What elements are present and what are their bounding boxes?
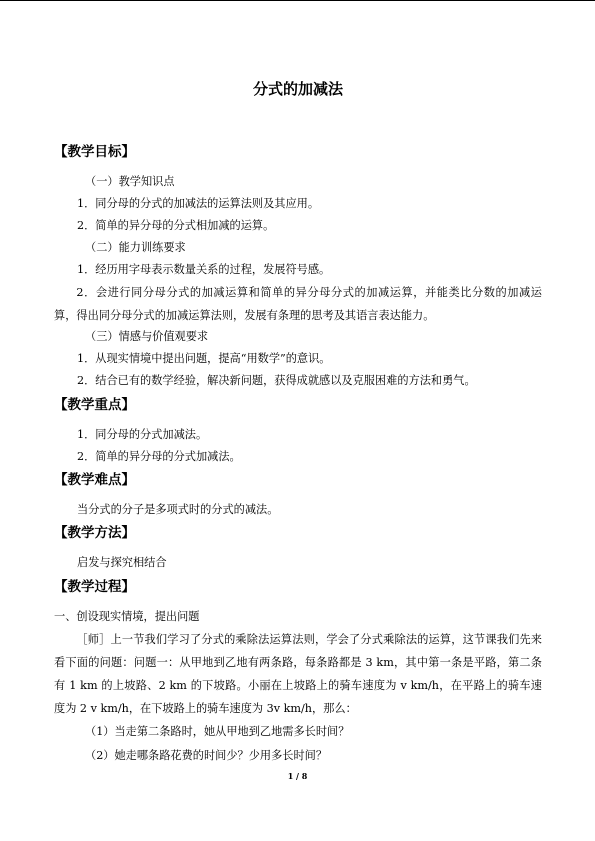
heading-methods: 【教学方法】 (54, 525, 135, 541)
list-item: 2．简单的异分母的分式相加减的运算。 (77, 219, 275, 232)
paragraph: ［师］上一节我们学习了分式的乘除法运算法则，学会了分式乘除法的运算，这节课我们先来看下面的问题：问题一：从甲地到乙地有两条路，每条路都是 3 km，其中第一条是平路，第二条有 1 km 的上坡路、2 km 的下坡路。小丽在上坡路上的骑车速度为 v km/h，在平路上的骑车速度为 2 v km/h，在下坡路上的骑车速度为 3v km/h，那么： (54, 633, 542, 715)
list-item: （1）当走第二条路时，她从甲地到乙地需多长时间？ (85, 725, 350, 738)
document-title: 分式的加减法 (252, 80, 343, 98)
methods-text: 启发与探究相结合 (77, 556, 167, 569)
list-item: 1．经历用字母表示数量关系的过程，发展符号感。 (77, 263, 331, 276)
header-rule (0, 0, 595, 1)
difficulties-text: 当分式的分子是多项式时的分式的减法。 (77, 503, 279, 516)
heading-key-points: 【教学重点】 (54, 397, 135, 413)
subheading-knowledge: （一）教学知识点 (85, 175, 175, 188)
heading-process: 【教学过程】 (54, 579, 135, 595)
list-item: 1．同分母的分式加减法。 (77, 428, 208, 441)
subheading-ability: （二）能力训练要求 (85, 241, 186, 254)
subheading-emotion: （三）情感与价值观要求 (85, 330, 209, 343)
list-item: 1．从现实情境中提出问题，提高“用数学”的意识。 (77, 352, 331, 365)
page-number: 1 / 8 (287, 771, 308, 781)
heading-objectives: 【教学目标】 (54, 144, 135, 160)
list-item: 2．简单的异分母的分式加减法。 (77, 450, 241, 463)
list-item: 2．结合已有的数学经验，解决新问题，获得成就感以及克服困难的方法和勇气。 (77, 374, 476, 387)
list-item: 1．同分母的分式的加减法的运算法则及其应用。 (77, 197, 320, 210)
paragraph: 2．会进行同分母分式的加减运算和简单的异分母分式的加减运算，并能类比分数的加减运算，得出同分母分式的加减运算法则，发展有条理的思考及其语言表达能力。 (54, 286, 542, 322)
heading-difficulties: 【教学难点】 (54, 472, 135, 488)
list-item: （2）她走哪条路花费的时间少？少用多长时间？ (85, 749, 328, 762)
process-step-title: 一、创设现实情境，提出问题 (54, 610, 200, 623)
